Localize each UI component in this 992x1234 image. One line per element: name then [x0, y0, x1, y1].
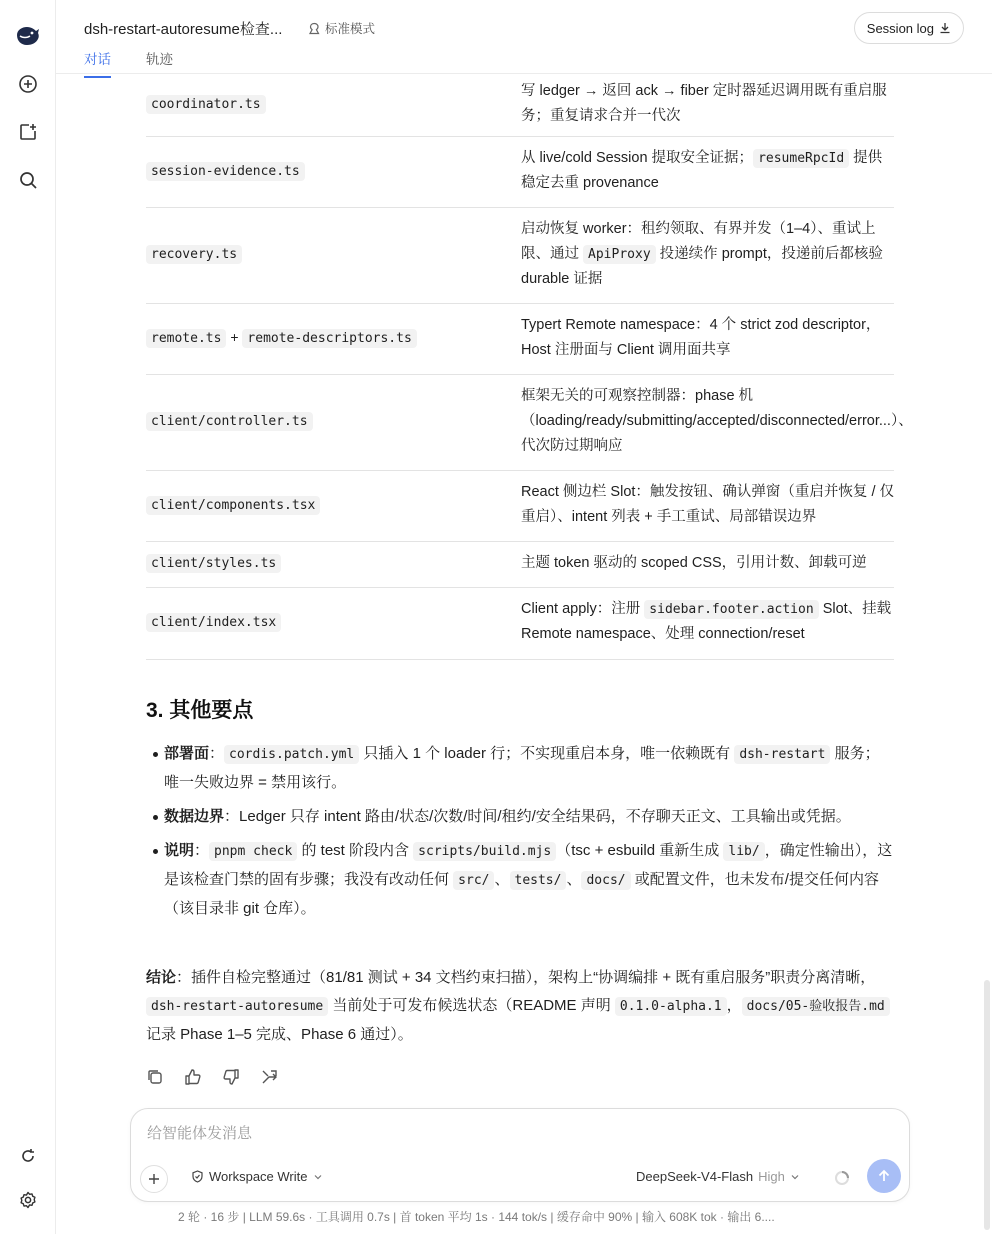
text-span: 的 test 阶段内含 [297, 842, 414, 859]
text-span: （tsc + esbuild 重新生成 [556, 842, 724, 859]
inline-code: 0.1.0-alpha.1 [615, 997, 727, 1016]
file-cell [146, 496, 320, 514]
model-level: High [758, 1169, 785, 1184]
file-name: session-evidence.ts [146, 162, 305, 181]
mode-indicator[interactable] [308, 19, 375, 37]
file-name: client/index.tsx [146, 613, 281, 632]
session-log-label: Session log [866, 20, 934, 36]
file-name: client/components.tsx [146, 496, 320, 515]
conversation-title[interactable]: dsh-restart-autoresume检查... [84, 21, 283, 38]
inline-code: scripts/build.mjs [413, 842, 556, 861]
file-name: client/controller.ts [146, 412, 313, 431]
description-cell [521, 480, 894, 530]
copy-icon[interactable] [146, 1068, 164, 1086]
file-cell [146, 245, 242, 263]
description-cell [521, 79, 894, 129]
file-cell [146, 412, 313, 430]
description-cell [521, 146, 894, 196]
text-span: 主题 token 驱动的 scoped CSS，引用计数、卸载可逆 [521, 554, 867, 571]
bullet-item [164, 803, 894, 831]
tab-trajectory[interactable]: 轨迹 [146, 52, 173, 67]
text-span: 投递续作 prompt，投递前后都核验 durable 证据 [521, 245, 883, 287]
file-name: remote-descriptors.ts [242, 329, 416, 348]
mode-label: 标准模式 [325, 22, 376, 36]
file-cell [146, 162, 305, 180]
plus-separator: + [226, 328, 243, 345]
text-span: 、 [494, 871, 510, 888]
left-sidebar [0, 0, 56, 1234]
text-span: React 侧边栏 Slot：触发按钮、确认弹窗（重启并恢复 / 仅重启）、intent 列表 + 手工重试、局部错误边界 [521, 483, 895, 525]
text-span: ， [726, 997, 742, 1014]
text-span: 只插入 1 个 loader 行；不实现重启本身，唯一依赖既有 [359, 745, 735, 762]
conversation-header [56, 0, 992, 74]
description-cell [521, 384, 913, 459]
text-span: ：插件自检完整通过（81/81 测试 + 34 文档约束扫描），架构上“协调编排 + 既有重启服务”职责分离清晰， [176, 969, 876, 986]
text-span: 或配置文件，也未发布/提交任何内容（该目录非 git 仓库）。 [164, 871, 879, 917]
inline-code: dsh-restart-autoresume [146, 997, 328, 1016]
text-span: ： [194, 842, 210, 859]
text-span: 当前处于可发布候选状态（README 声明 [328, 997, 615, 1014]
scrollbar[interactable] [984, 980, 990, 1230]
tab-conversation[interactable]: 对话 [84, 48, 111, 78]
text-span: 写 ledger → 返回 ack → fiber 定时器延迟调用既有重启服务；重复请求合并一代次 [521, 82, 887, 124]
table-row [146, 208, 894, 304]
new-project-icon[interactable] [14, 118, 42, 146]
bullet-item [164, 837, 894, 923]
text-span: Slot、挂载 Remote namespace、处理 connection/reset [521, 601, 892, 642]
table-row [146, 74, 894, 137]
bold-label: 数据边界 [164, 808, 225, 825]
text-span: 服务；唯一失败边界 = 禁用该行。 [164, 745, 880, 791]
inline-code: docs/ [581, 871, 630, 890]
chevron-down-icon [313, 1172, 323, 1182]
bold-label: 说明 [164, 842, 195, 859]
permission-selector[interactable] [191, 1169, 323, 1184]
text-span: 记录 Phase 1–5 完成、Phase 6 通过）。 [146, 1026, 413, 1043]
plus-icon [148, 1173, 160, 1185]
file-cell [146, 554, 281, 572]
file-name: client/styles.ts [146, 554, 281, 573]
text-span: ：Ledger 只存 intent 路由/状态/次数/时间/租约/安全结果码，不存聊天正文、工具输出或凭据。 [224, 808, 851, 825]
model-selector[interactable] [636, 1169, 800, 1184]
bullet-list [164, 740, 894, 929]
message-composer [130, 1108, 910, 1202]
attach-button[interactable] [140, 1165, 168, 1193]
table-row [146, 137, 894, 208]
conclusion-paragraph [146, 964, 894, 1049]
download-icon [939, 22, 951, 34]
thumbs-down-icon[interactable] [222, 1068, 240, 1086]
mode-icon [308, 22, 321, 35]
table-row [146, 304, 894, 375]
table-row [146, 471, 894, 542]
description-cell [521, 551, 894, 576]
table-row [146, 542, 894, 588]
inline-code: tests/ [510, 871, 567, 890]
chevron-down-icon [790, 1172, 800, 1182]
inline-code: src/ [453, 871, 494, 890]
section-title: 3. 其他要点 [146, 699, 254, 722]
inline-code: docs/05-验收报告.md [742, 997, 890, 1016]
text-span: 、 [566, 871, 582, 888]
text-span: 提供稳定去重 provenance [521, 149, 883, 191]
search-icon[interactable] [14, 166, 42, 194]
text-span: 框架无关的可观察控制器：phase 机（loading/ready/submitting/accepted/disconnected/error...）、代次防过期响应 [521, 387, 913, 454]
description-cell [521, 217, 894, 292]
description-cell [521, 313, 894, 363]
session-log-button[interactable] [854, 12, 964, 44]
bold-label: 结论 [146, 969, 177, 986]
inline-code: dsh-restart [734, 745, 830, 764]
text-span: 启动恢复 worker：租约领取、有界并发（1–4）、重试上限、通过 [521, 220, 876, 262]
app-logo-icon[interactable] [14, 22, 42, 50]
loading-spinner-icon [834, 1170, 850, 1186]
text-span: ： [209, 745, 225, 762]
table-row [146, 588, 894, 660]
inline-code: ApiProxy [583, 245, 656, 264]
model-label: DeepSeek-V4-Flash [636, 1169, 754, 1184]
text-span: Client apply：注册 [521, 601, 645, 617]
shield-check-icon [191, 1170, 204, 1183]
refresh-icon[interactable] [14, 1142, 42, 1170]
inline-code: sidebar.footer.action [644, 600, 818, 619]
inline-code: resumeRpcId [753, 149, 849, 168]
inline-code: cordis.patch.yml [224, 745, 359, 764]
file-cell [146, 329, 417, 347]
file-cell [146, 95, 266, 113]
inline-code: lib/ [723, 842, 764, 861]
branch-icon[interactable] [260, 1068, 278, 1086]
arrow-up-icon [877, 1169, 891, 1183]
settings-gear-icon[interactable] [14, 1186, 42, 1214]
file-name: remote.ts [146, 329, 226, 348]
message-actions [146, 1068, 278, 1086]
inline-code: pnpm check [209, 842, 297, 861]
message-input[interactable] [147, 1125, 887, 1142]
file-name: coordinator.ts [146, 95, 266, 114]
text-span: ，确定性输出），这是该检查门禁的固有步骤；我没有改动任何 [164, 842, 893, 888]
send-button[interactable] [867, 1159, 901, 1193]
permission-label: Workspace Write [209, 1169, 308, 1184]
text-span: Typert Remote namespace：4 个 strict zod descriptor，Host 注册面与 Client 调用面共享 [521, 316, 881, 358]
table-row [146, 375, 913, 471]
bullet-item [164, 740, 894, 797]
status-bar: 2 轮 · 16 步 | LLM 59.6s · 工具调用 0.7s | 首 token 平均 1s · 144 tok/s | 缓存命中 90% | 输入 608K tok · 输出 6.... [178, 1210, 775, 1224]
new-chat-icon[interactable] [14, 70, 42, 98]
text-span: 从 live/cold Session 提取安全证据； [521, 149, 754, 166]
bold-label: 部署面 [164, 745, 210, 762]
thumbs-up-icon[interactable] [184, 1068, 202, 1086]
file-name: recovery.ts [146, 245, 242, 264]
description-cell [521, 597, 894, 647]
file-cell [146, 613, 281, 631]
